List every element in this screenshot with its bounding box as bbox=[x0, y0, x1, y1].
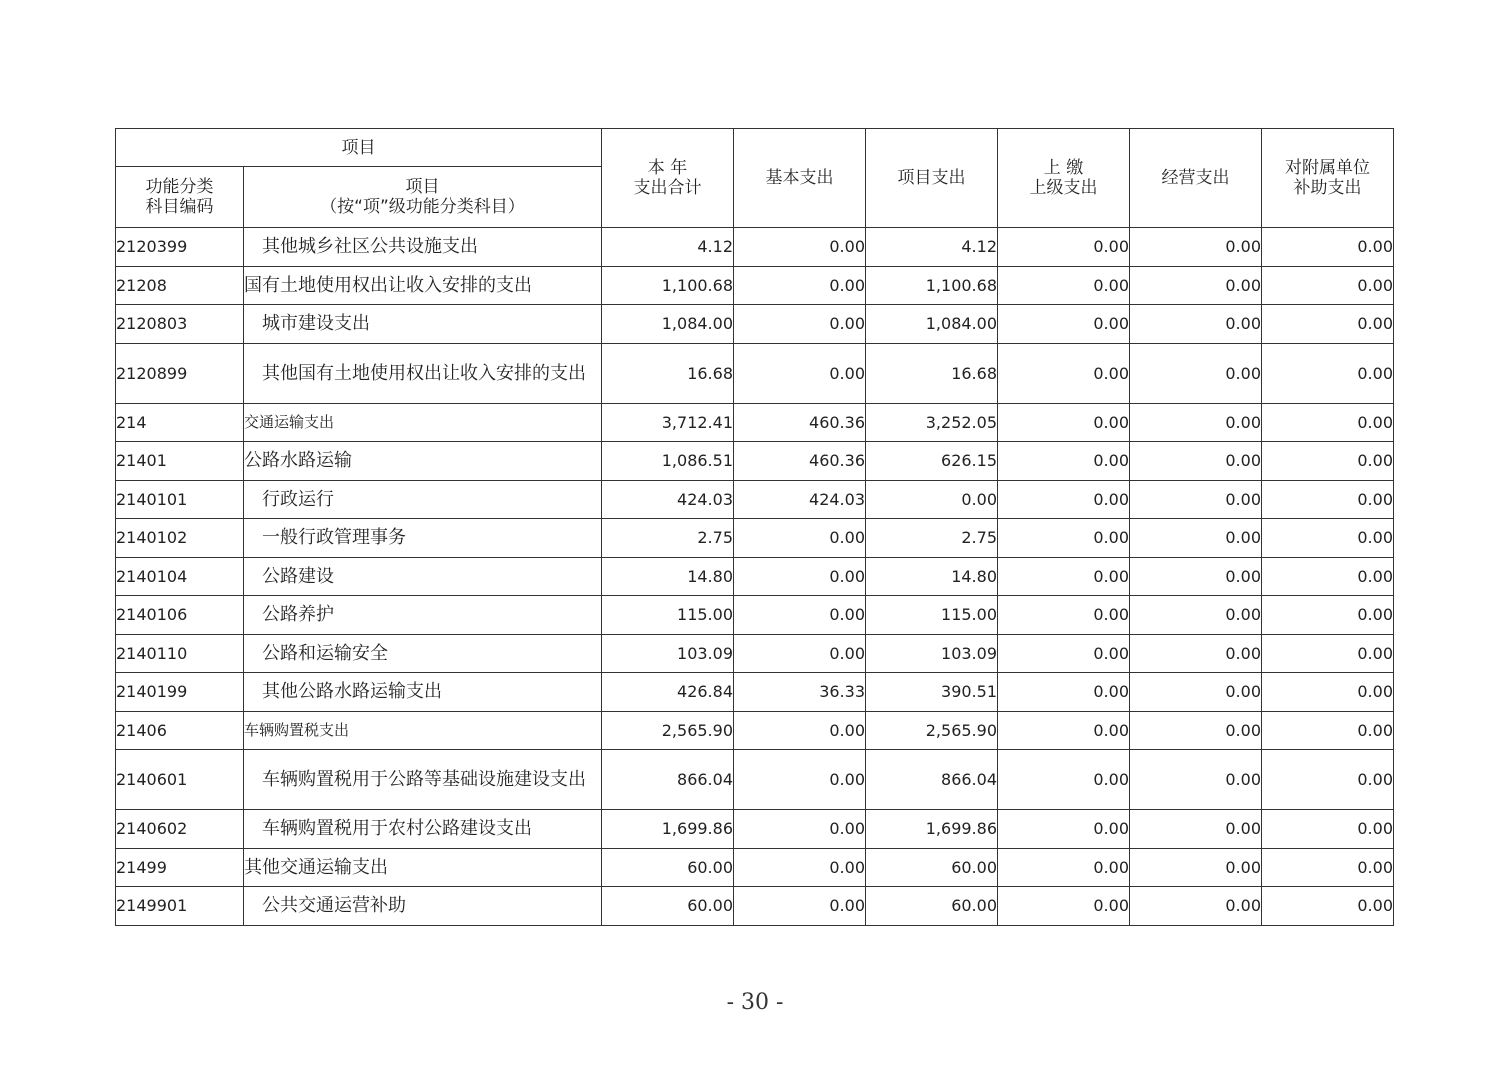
upper-cell: 0.00 bbox=[998, 673, 1130, 712]
upper-cell: 0.00 bbox=[998, 228, 1130, 267]
code-cell: 2149901 bbox=[116, 887, 244, 926]
business-cell: 0.00 bbox=[1130, 673, 1262, 712]
subsidy-cell: 0.00 bbox=[1262, 403, 1394, 442]
basic-cell: 0.00 bbox=[734, 343, 866, 403]
subsidy-cell: 0.00 bbox=[1262, 750, 1394, 810]
project-cell: 16.68 bbox=[866, 343, 998, 403]
total-cell: 3,712.41 bbox=[602, 403, 734, 442]
table-row bbox=[116, 596, 1394, 635]
basic-cell: 0.00 bbox=[734, 305, 866, 344]
name-cell: 车辆购置税用于公路等基础设施建设支出 bbox=[244, 750, 602, 810]
total-cell: 60.00 bbox=[602, 887, 734, 926]
subsidy-cell: 0.00 bbox=[1262, 305, 1394, 344]
upper-cell: 0.00 bbox=[998, 266, 1130, 305]
basic-cell: 460.36 bbox=[734, 403, 866, 442]
header-subsidy-line1: 对附属单位 bbox=[1285, 158, 1370, 178]
project-cell: 1,084.00 bbox=[866, 305, 998, 344]
business-cell: 0.00 bbox=[1130, 519, 1262, 558]
upper-cell: 0.00 bbox=[998, 305, 1130, 344]
upper-cell: 0.00 bbox=[998, 634, 1130, 673]
upper-cell: 0.00 bbox=[998, 519, 1130, 558]
expenditure-table bbox=[115, 128, 1394, 926]
header-code-line1: 功能分类 bbox=[145, 177, 214, 197]
upper-cell: 0.00 bbox=[998, 480, 1130, 519]
table-row bbox=[116, 519, 1394, 558]
header-row-1 bbox=[116, 129, 1394, 167]
name-cell: 车辆购置税支出 bbox=[244, 711, 602, 750]
total-cell: 866.04 bbox=[602, 750, 734, 810]
upper-cell: 0.00 bbox=[998, 750, 1130, 810]
upper-cell: 0.00 bbox=[998, 343, 1130, 403]
subsidy-cell: 0.00 bbox=[1262, 266, 1394, 305]
name-cell: 其他交通运输支出 bbox=[244, 848, 602, 887]
header-subsidy-line2: 补助支出 bbox=[1293, 178, 1362, 198]
header-total-line2: 支出合计 bbox=[633, 178, 702, 198]
name-cell: 其他国有土地使用权出让收入安排的支出 bbox=[244, 343, 602, 403]
business-cell: 0.00 bbox=[1130, 480, 1262, 519]
basic-cell: 0.00 bbox=[734, 519, 866, 558]
code-cell: 2140106 bbox=[116, 596, 244, 635]
header-name-line1: 项目 bbox=[405, 177, 440, 197]
basic-cell: 0.00 bbox=[734, 634, 866, 673]
project-cell: 1,100.68 bbox=[866, 266, 998, 305]
name-cell: 车辆购置税用于农村公路建设支出 bbox=[244, 810, 602, 849]
header-total-line1: 本 年 bbox=[647, 158, 688, 178]
header-business: 经营支出 bbox=[1130, 129, 1262, 228]
header-basic: 基本支出 bbox=[734, 129, 866, 228]
header-upper-line2: 上级支出 bbox=[1029, 178, 1098, 198]
header-project: 项目支出 bbox=[866, 129, 998, 228]
table-row bbox=[116, 343, 1394, 403]
subsidy-cell: 0.00 bbox=[1262, 848, 1394, 887]
upper-cell: 0.00 bbox=[998, 848, 1130, 887]
project-cell: 0.00 bbox=[866, 480, 998, 519]
subsidy-cell: 0.00 bbox=[1262, 343, 1394, 403]
code-cell: 2140199 bbox=[116, 673, 244, 712]
total-cell: 103.09 bbox=[602, 634, 734, 673]
basic-cell: 460.36 bbox=[734, 442, 866, 481]
total-cell: 2.75 bbox=[602, 519, 734, 558]
project-cell: 3,252.05 bbox=[866, 403, 998, 442]
header-name-line2: （按“项”级功能分类科目） bbox=[320, 197, 525, 217]
subsidy-cell: 0.00 bbox=[1262, 442, 1394, 481]
subsidy-cell: 0.00 bbox=[1262, 887, 1394, 926]
subsidy-cell: 0.00 bbox=[1262, 596, 1394, 635]
business-cell: 0.00 bbox=[1130, 403, 1262, 442]
business-cell: 0.00 bbox=[1130, 810, 1262, 849]
basic-cell: 36.33 bbox=[734, 673, 866, 712]
total-cell: 1,699.86 bbox=[602, 810, 734, 849]
project-cell: 115.00 bbox=[866, 596, 998, 635]
upper-cell: 0.00 bbox=[998, 557, 1130, 596]
table-row bbox=[116, 810, 1394, 849]
project-cell: 4.12 bbox=[866, 228, 998, 267]
project-cell: 866.04 bbox=[866, 750, 998, 810]
table-row bbox=[116, 711, 1394, 750]
basic-cell: 0.00 bbox=[734, 228, 866, 267]
name-cell: 公路养护 bbox=[244, 596, 602, 635]
project-cell: 14.80 bbox=[866, 557, 998, 596]
business-cell: 0.00 bbox=[1130, 228, 1262, 267]
code-cell: 2140601 bbox=[116, 750, 244, 810]
basic-cell: 0.00 bbox=[734, 810, 866, 849]
total-cell: 4.12 bbox=[602, 228, 734, 267]
code-cell: 2140101 bbox=[116, 480, 244, 519]
name-cell: 公路建设 bbox=[244, 557, 602, 596]
project-cell: 60.00 bbox=[866, 887, 998, 926]
table-row bbox=[116, 673, 1394, 712]
business-cell: 0.00 bbox=[1130, 305, 1262, 344]
code-cell: 2140602 bbox=[116, 810, 244, 849]
business-cell: 0.00 bbox=[1130, 266, 1262, 305]
table-row bbox=[116, 266, 1394, 305]
business-cell: 0.00 bbox=[1130, 750, 1262, 810]
basic-cell: 424.03 bbox=[734, 480, 866, 519]
table-row bbox=[116, 887, 1394, 926]
total-cell: 60.00 bbox=[602, 848, 734, 887]
header-code-line2: 科目编码 bbox=[145, 197, 214, 217]
header-upper bbox=[998, 129, 1130, 228]
business-cell: 0.00 bbox=[1130, 711, 1262, 750]
code-cell: 2120803 bbox=[116, 305, 244, 344]
code-cell: 214 bbox=[116, 403, 244, 442]
page-number: - 30 - bbox=[726, 990, 784, 1015]
total-cell: 424.03 bbox=[602, 480, 734, 519]
business-cell: 0.00 bbox=[1130, 887, 1262, 926]
name-cell: 一般行政管理事务 bbox=[244, 519, 602, 558]
code-cell: 21401 bbox=[116, 442, 244, 481]
basic-cell: 0.00 bbox=[734, 711, 866, 750]
subsidy-cell: 0.00 bbox=[1262, 519, 1394, 558]
code-cell: 2140102 bbox=[116, 519, 244, 558]
business-cell: 0.00 bbox=[1130, 848, 1262, 887]
total-cell: 14.80 bbox=[602, 557, 734, 596]
business-cell: 0.00 bbox=[1130, 343, 1262, 403]
basic-cell: 0.00 bbox=[734, 557, 866, 596]
code-cell: 2140110 bbox=[116, 634, 244, 673]
total-cell: 115.00 bbox=[602, 596, 734, 635]
total-cell: 426.84 bbox=[602, 673, 734, 712]
code-cell: 2120399 bbox=[116, 228, 244, 267]
basic-cell: 0.00 bbox=[734, 596, 866, 635]
name-cell: 交通运输支出 bbox=[244, 403, 602, 442]
table-row bbox=[116, 848, 1394, 887]
subsidy-cell: 0.00 bbox=[1262, 810, 1394, 849]
project-cell: 626.15 bbox=[866, 442, 998, 481]
project-cell: 2,565.90 bbox=[866, 711, 998, 750]
subsidy-cell: 0.00 bbox=[1262, 634, 1394, 673]
basic-cell: 0.00 bbox=[734, 887, 866, 926]
name-cell: 行政运行 bbox=[244, 480, 602, 519]
upper-cell: 0.00 bbox=[998, 596, 1130, 635]
table-row bbox=[116, 750, 1394, 810]
basic-cell: 0.00 bbox=[734, 750, 866, 810]
name-cell: 其他城乡社区公共设施支出 bbox=[244, 228, 602, 267]
table-row bbox=[116, 403, 1394, 442]
upper-cell: 0.00 bbox=[998, 403, 1130, 442]
basic-cell: 0.00 bbox=[734, 266, 866, 305]
project-cell: 103.09 bbox=[866, 634, 998, 673]
code-cell: 21406 bbox=[116, 711, 244, 750]
total-cell: 1,100.68 bbox=[602, 266, 734, 305]
table-row bbox=[116, 305, 1394, 344]
upper-cell: 0.00 bbox=[998, 442, 1130, 481]
upper-cell: 0.00 bbox=[998, 711, 1130, 750]
table-row bbox=[116, 228, 1394, 267]
project-cell: 1,699.86 bbox=[866, 810, 998, 849]
header-subsidy bbox=[1262, 129, 1394, 228]
subsidy-cell: 0.00 bbox=[1262, 711, 1394, 750]
business-cell: 0.00 bbox=[1130, 557, 1262, 596]
code-cell: 21208 bbox=[116, 266, 244, 305]
upper-cell: 0.00 bbox=[998, 810, 1130, 849]
name-cell: 国有土地使用权出让收入安排的支出 bbox=[244, 266, 602, 305]
table-row bbox=[116, 634, 1394, 673]
header-total bbox=[602, 129, 734, 228]
total-cell: 16.68 bbox=[602, 343, 734, 403]
subsidy-cell: 0.00 bbox=[1262, 480, 1394, 519]
basic-cell: 0.00 bbox=[734, 848, 866, 887]
code-cell: 21499 bbox=[116, 848, 244, 887]
name-cell: 其他公路水路运输支出 bbox=[244, 673, 602, 712]
table-row bbox=[116, 480, 1394, 519]
total-cell: 1,086.51 bbox=[602, 442, 734, 481]
project-cell: 2.75 bbox=[866, 519, 998, 558]
header-code bbox=[116, 167, 244, 228]
table-row bbox=[116, 442, 1394, 481]
header-name bbox=[244, 167, 602, 228]
code-cell: 2140104 bbox=[116, 557, 244, 596]
business-cell: 0.00 bbox=[1130, 442, 1262, 481]
name-cell: 城市建设支出 bbox=[244, 305, 602, 344]
table-row bbox=[116, 557, 1394, 596]
name-cell: 公路水路运输 bbox=[244, 442, 602, 481]
business-cell: 0.00 bbox=[1130, 596, 1262, 635]
name-cell: 公路和运输安全 bbox=[244, 634, 602, 673]
code-cell: 2120899 bbox=[116, 343, 244, 403]
project-cell: 60.00 bbox=[866, 848, 998, 887]
total-cell: 2,565.90 bbox=[602, 711, 734, 750]
header-item: 项目 bbox=[116, 129, 602, 167]
upper-cell: 0.00 bbox=[998, 887, 1130, 926]
total-cell: 1,084.00 bbox=[602, 305, 734, 344]
subsidy-cell: 0.00 bbox=[1262, 673, 1394, 712]
project-cell: 390.51 bbox=[866, 673, 998, 712]
name-cell: 公共交通运营补助 bbox=[244, 887, 602, 926]
business-cell: 0.00 bbox=[1130, 634, 1262, 673]
header-upper-line1: 上 缴 bbox=[1043, 158, 1084, 178]
subsidy-cell: 0.00 bbox=[1262, 228, 1394, 267]
subsidy-cell: 0.00 bbox=[1262, 557, 1394, 596]
